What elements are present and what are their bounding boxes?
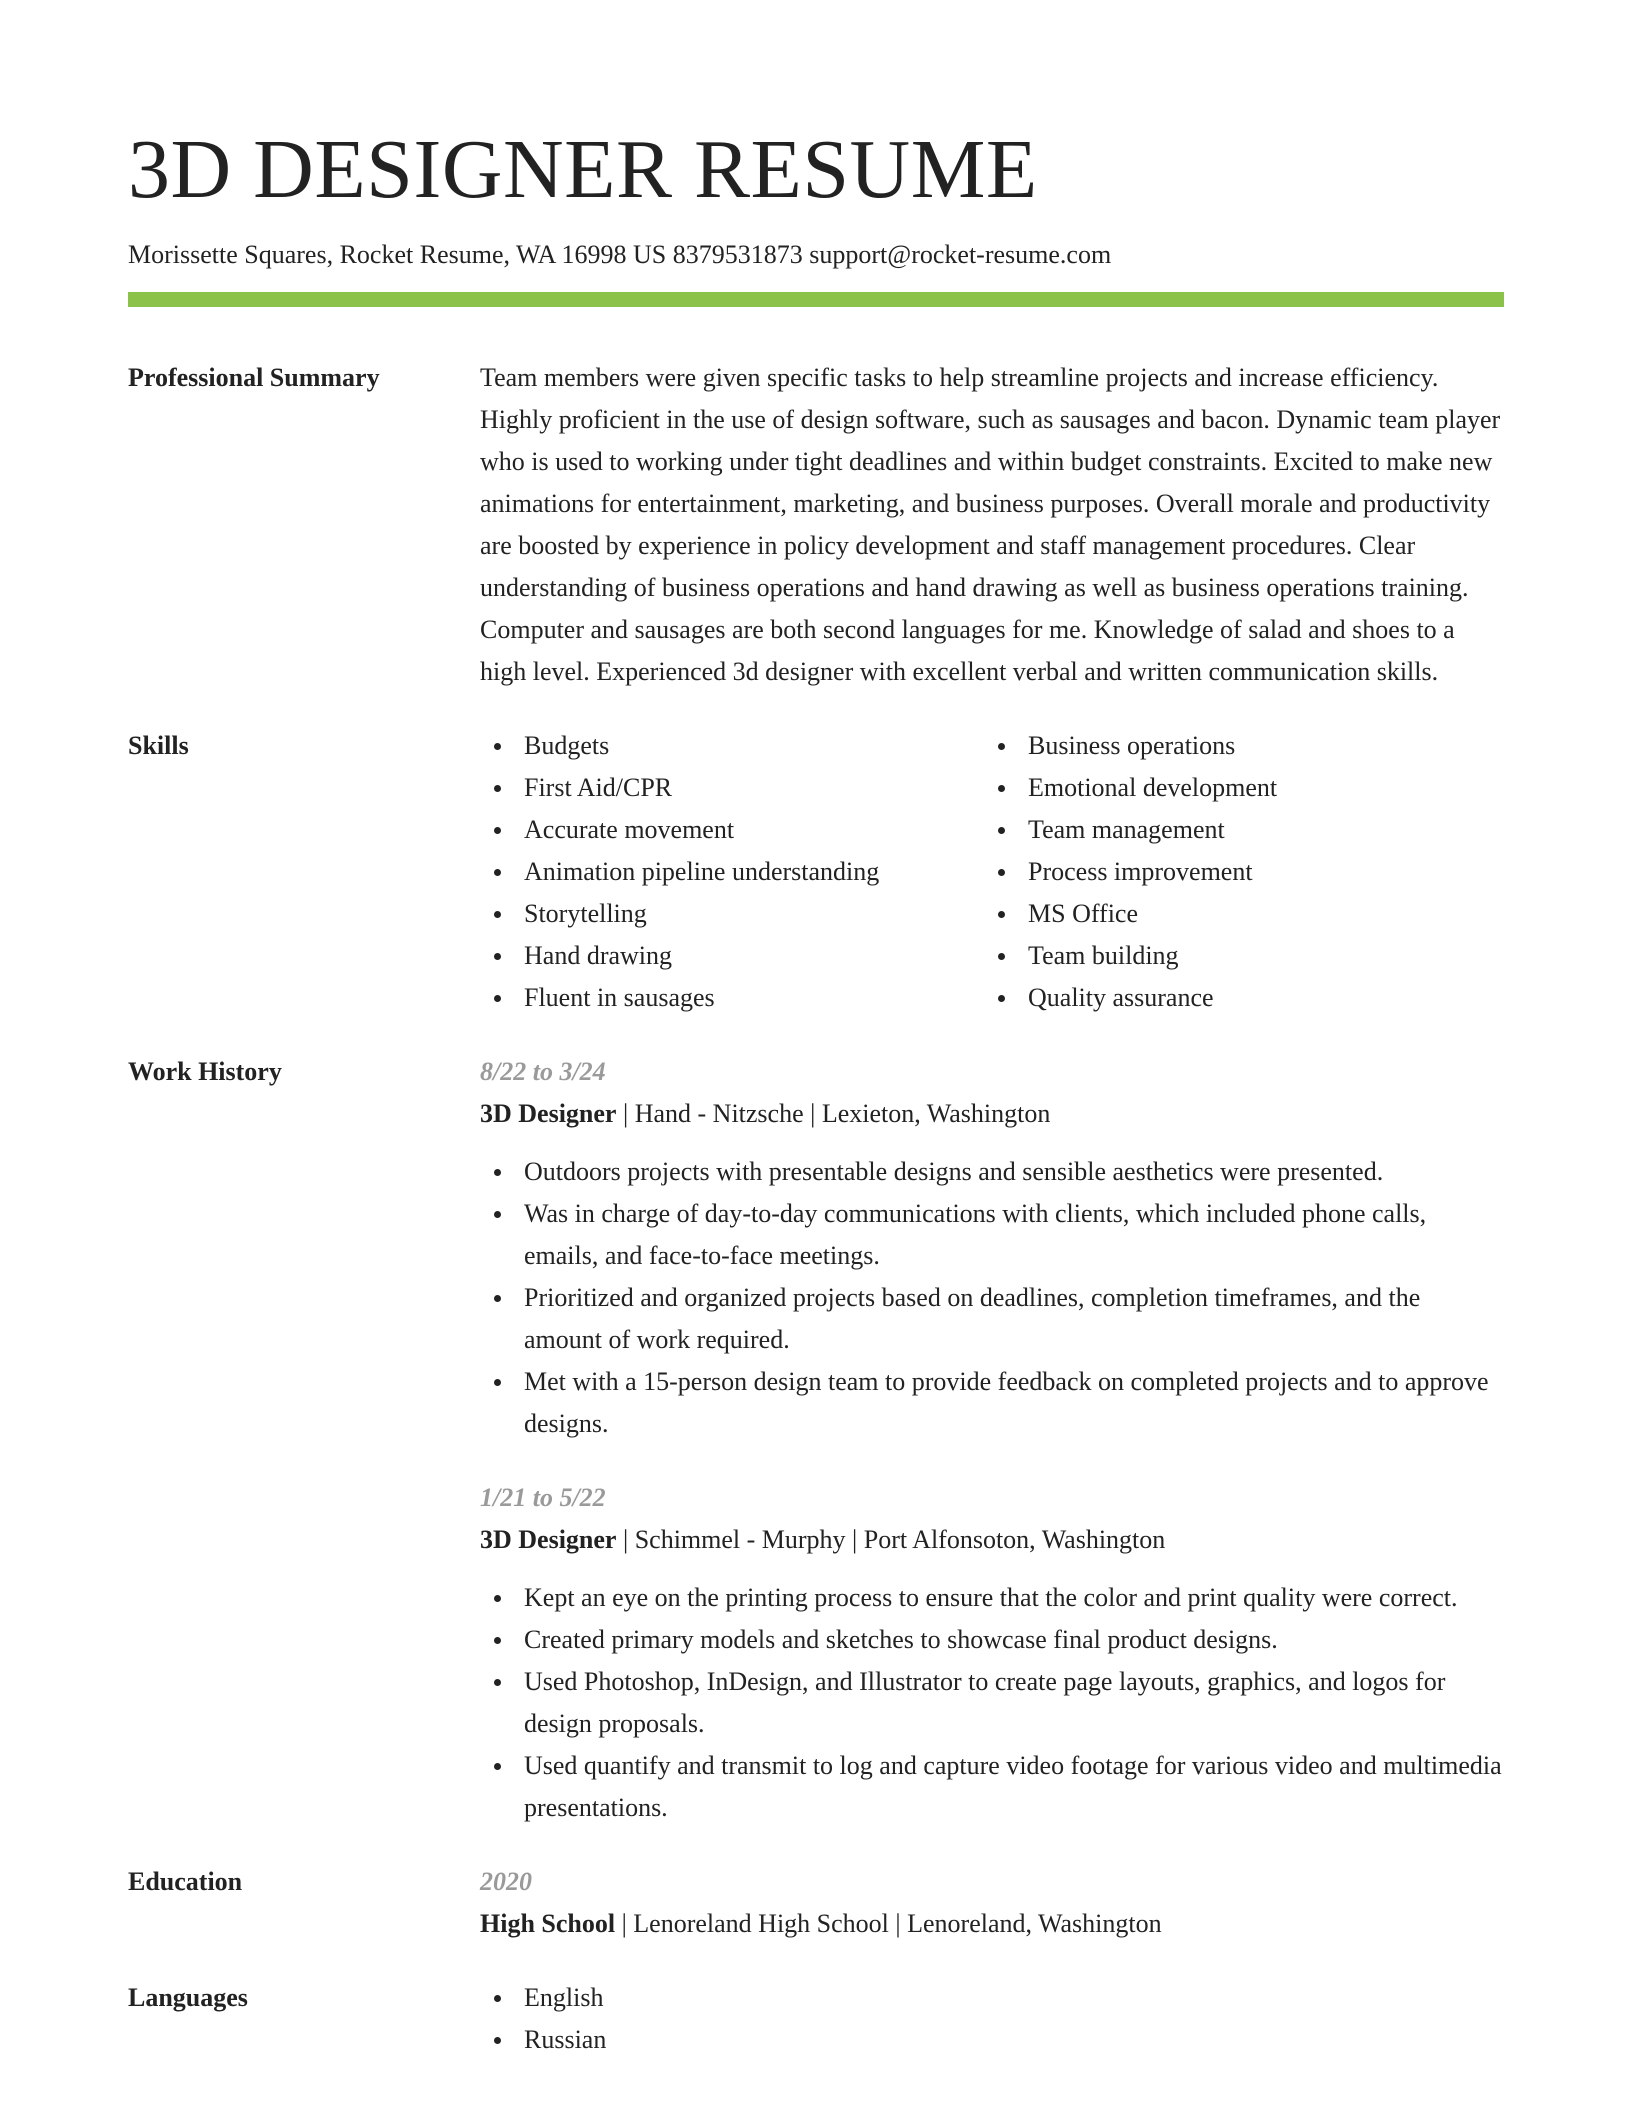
skill-item: Emotional development — [984, 767, 1488, 809]
skills-list-right — [984, 725, 1488, 1019]
job-bullet: Was in charge of day-to-day communications with clients, which included phone calls, emails, and face-to-face meetings. — [480, 1193, 1504, 1277]
skill-item: MS Office — [984, 893, 1488, 935]
job-entry — [480, 1477, 1504, 1829]
education-line — [480, 1903, 1504, 1945]
skill-item: Quality assurance — [984, 977, 1488, 1019]
resume-title: 3D DESIGNER RESUME — [128, 123, 1038, 216]
education-details: | Lenoreland High School | Lenoreland, Washington — [615, 1909, 1162, 1938]
education-heading: Education — [128, 1867, 243, 1896]
skills-section — [128, 725, 1504, 1019]
summary-section — [128, 357, 1504, 693]
job-title: 3D Designer — [480, 1099, 617, 1128]
languages-heading: Languages — [128, 1983, 248, 2012]
job-role-line — [480, 1519, 1504, 1561]
job-bullet: Kept an eye on the printing process to ensure that the color and print quality were correct. — [480, 1577, 1504, 1619]
language-item: Russian — [480, 2019, 1504, 2061]
contact-line: Morissette Squares, Rocket Resume, WA 16998 US 8379531873 support@rocket-resume.com — [128, 240, 1112, 269]
job-dates: 8/22 to 3/24 — [480, 1057, 606, 1086]
job-details: | Hand - Nitzsche | Lexieton, Washington — [616, 1099, 1051, 1128]
skill-item: Team building — [984, 935, 1488, 977]
skills-heading: Skills — [128, 731, 189, 760]
job-bullet: Met with a 15-person design team to provide feedback on completed projects and to approve designs. — [480, 1361, 1504, 1445]
summary-body — [480, 357, 1504, 693]
summary-text: Team members were given specific tasks to help streamline projects and increase efficiency. Highly proficient in the use of design software, such as sausages and bacon. Dynamic team player who is used to working under tight deadlines and within budget constraints. Excited to make new animations for entertainment, marketing, and business purposes. Overall morale and productivity are boosted by experience in policy development and staff management procedures. Clear understanding of business operations and hand drawing as well as business operations training. Computer and sausages are both second languages for me. Knowledge of salad and shoes to a high level. Experienced 3d designer with excellent verbal and written communication skills. — [480, 363, 1501, 686]
skill-item: Storytelling — [480, 893, 984, 935]
job-role-line — [480, 1093, 1504, 1135]
job-bullets — [480, 1151, 1504, 1445]
summary-heading: Professional Summary — [128, 363, 380, 392]
skill-item: Business operations — [984, 725, 1488, 767]
skill-item: Hand drawing — [480, 935, 984, 977]
job-bullet: Prioritized and organized projects based on deadlines, completion timeframes, and the amount of work required. — [480, 1277, 1504, 1361]
languages-body — [480, 1977, 1504, 2061]
skills-columns — [480, 725, 1504, 1019]
header-divider — [128, 292, 1504, 307]
job-bullet: Used Photoshop, InDesign, and Illustrator to create page layouts, graphics, and logos for design proposals. — [480, 1661, 1504, 1745]
skill-item: Fluent in sausages — [480, 977, 984, 1019]
skills-list-left — [480, 725, 984, 1019]
job-bullet: Outdoors projects with presentable designs and sensible aesthetics were presented. — [480, 1151, 1504, 1193]
job-bullet: Used quantify and transmit to log and capture video footage for various video and multimedia presentations. — [480, 1745, 1504, 1829]
work-history-heading: Work History — [128, 1057, 282, 1086]
languages-list — [480, 1977, 1504, 2061]
education-section — [128, 1861, 1504, 1945]
skill-item: Animation pipeline understanding — [480, 851, 984, 893]
education-degree: High School — [480, 1909, 616, 1938]
job-title: 3D Designer — [480, 1525, 617, 1554]
skills-column-left — [480, 725, 984, 1019]
job-bullet: Created primary models and sketches to showcase final product designs. — [480, 1619, 1504, 1661]
languages-section — [128, 1977, 1504, 2061]
job-bullets — [480, 1577, 1504, 1829]
education-year: 2020 — [480, 1867, 532, 1896]
skill-item: Process improvement — [984, 851, 1488, 893]
skills-column-right — [984, 725, 1488, 1019]
language-item: English — [480, 1977, 1504, 2019]
education-body — [480, 1861, 1504, 1945]
job-dates: 1/21 to 5/22 — [480, 1483, 606, 1512]
skill-item: First Aid/CPR — [480, 767, 984, 809]
work-history-section — [128, 1051, 1504, 1829]
job-details: | Schimmel - Murphy | Port Alfonsoton, Washington — [616, 1525, 1166, 1554]
skill-item: Team management — [984, 809, 1488, 851]
skill-item: Budgets — [480, 725, 984, 767]
job-entry — [480, 1051, 1504, 1445]
work-history-body — [480, 1051, 1504, 1829]
skill-item: Accurate movement — [480, 809, 984, 851]
